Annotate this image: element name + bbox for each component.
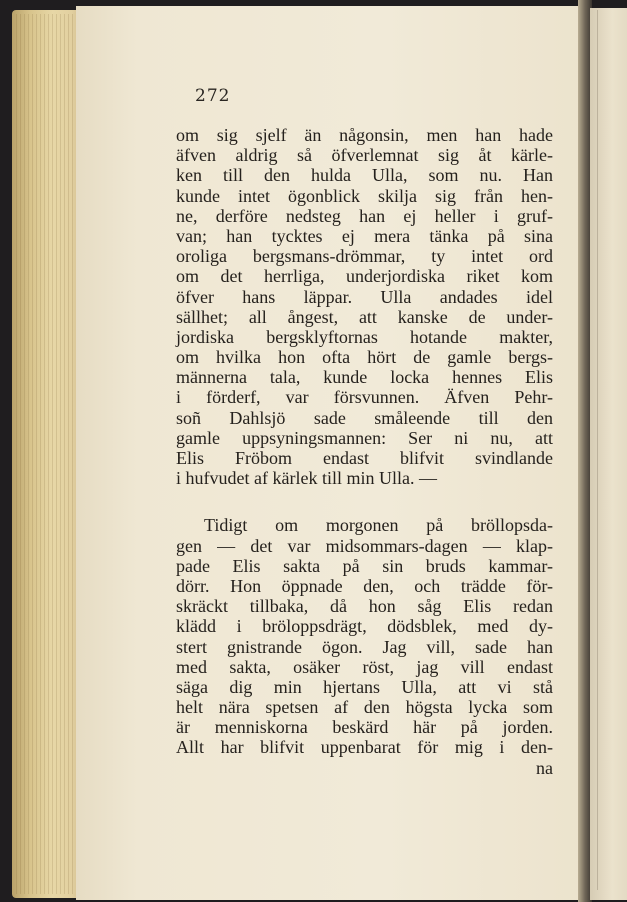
text-line: i hufvudet af kärlek till min Ulla. — — [176, 468, 437, 489]
text-line: Elis Fröbom endast blifvit svindlande — [176, 448, 553, 468]
body-text — [176, 125, 553, 778]
text-line: soñ Dahlsjö sade småleende till den — [176, 407, 553, 428]
paragraph-2 — [176, 515, 553, 757]
text-line: kunde intet ögonblick skilja sig från hen- — [176, 185, 553, 206]
text-line: oroliga bergsmans-drömmar, ty intet ord — [176, 246, 553, 267]
text-line: helt nära spetsen af den högsta lycka som — [176, 697, 553, 718]
text-line: med sakta, osäker röst, jag vill endast — [176, 656, 553, 677]
text-line: dörr. Hon öppnade den, och trädde för- — [176, 575, 553, 596]
page-number: 272 — [195, 86, 231, 106]
text-line: öfver hans läppar. Ulla andades idel — [176, 286, 553, 307]
text-line: sällhet; all ångest, att kanske de under- — [176, 306, 553, 327]
text-line: ken till den hulda Ulla, som nu. Han — [176, 165, 553, 186]
text-line: Allt har blifvit uppenbarat för mig i den- — [176, 737, 553, 758]
text-line: skräckt tillbaka, då hon såg Elis redan — [176, 596, 553, 617]
text-line: stert gnistrande ögon. Jag vill, sade han — [176, 636, 553, 657]
paragraph-1 — [176, 125, 553, 488]
right-page-edge — [590, 8, 627, 900]
text-line: gen — det var midsommars-dagen — klap- — [176, 535, 553, 556]
text-line: gamle uppsyningsmannen: Ser ni nu, att — [176, 427, 553, 448]
text-line: äfven aldrig så öfverlemnat sig åt kärle- — [176, 145, 553, 166]
text-line: om sig sjelf än någonsin, men han hade — [176, 125, 553, 145]
text-line: säga dig min hjertans Ulla, att vi stå — [176, 676, 553, 697]
text-line: van; han tycktes ej mera tänka på sina — [176, 225, 553, 246]
text-line: klädd i bröloppsdrägt, dödsblek, med dy- — [176, 616, 553, 637]
paragraph-gap — [176, 488, 553, 515]
right-page-rule — [597, 10, 598, 890]
text-line: ne, derföre nedsteg han ej heller i gruf- — [176, 205, 553, 226]
text-line: om hvilka hon ofta hört de gamle bergs- — [176, 347, 553, 368]
page-edge-lines — [16, 14, 80, 894]
text-line: pade Elis sakta på sin bruds kammar- — [176, 555, 553, 576]
text-line: är menniskorna beskärd här på jorden. — [176, 717, 553, 738]
text-line: männerna tala, kunde locka hennes Elis — [176, 367, 553, 388]
text-line: om det herrliga, underjordiska riket kom — [176, 266, 553, 287]
text-line: Tidigt om morgonen på bröllopsda- — [204, 515, 553, 536]
text-line: jordiska bergsklyftornas hotande makter, — [176, 326, 553, 347]
text-line: i förderf, var försvunnen. Äfven Pehr- — [176, 387, 553, 408]
catchword: na — [536, 757, 553, 778]
